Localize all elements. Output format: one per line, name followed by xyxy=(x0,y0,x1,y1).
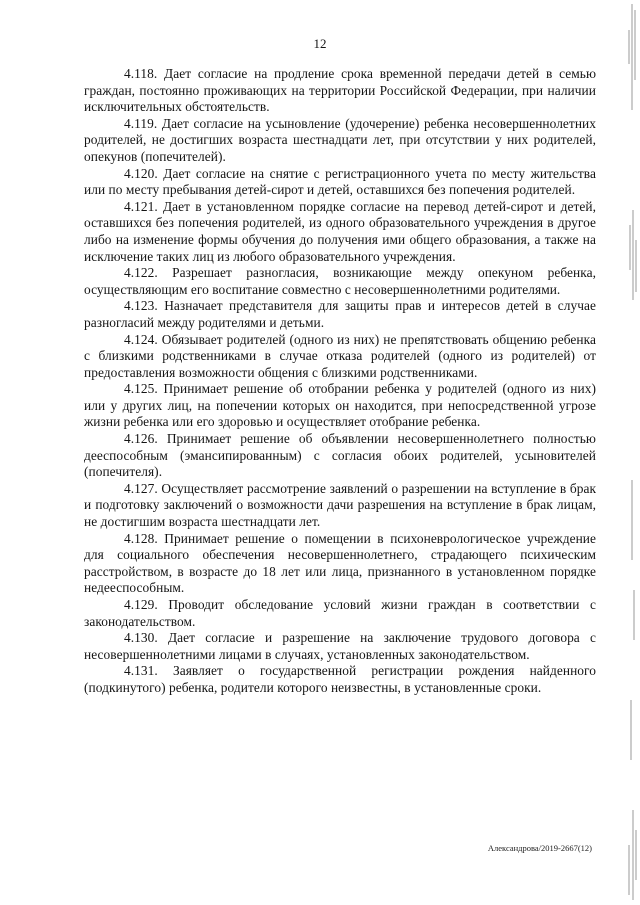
body-text xyxy=(84,66,596,697)
paragraph-4-131: 4.131. Заявляет о государственной регистрации рождения найденного (подкинутого) ребенка, родители которого неизвестны, в установленные сроки. xyxy=(84,663,596,695)
paragraph-4-129: 4.129. Проводит обследование условий жизни граждан в соответствии с законодательством. xyxy=(84,597,596,629)
paragraph-4-128: 4.128. Принимает решение о помещении в психоневрологическое учреждение для социального обеспечения несовершеннолетнего, страдающего психическим расстройством, в возрасте до 18 лет или лица, признанного в установленном порядке недееспособным. xyxy=(84,530,596,596)
paragraph-4-126: 4.126. Принимает решение об объявлении несовершеннолетнего полностью дееспособным (эмансипированным) с согласия обоих родителей, усыновителей (попечителя). xyxy=(84,431,596,480)
paragraph-4-130: 4.130. Дает согласие и разрешение на заключение трудового договора с несовершеннолетними лицами в случаях, установленных законодательством. xyxy=(84,630,596,662)
paragraph-4-123: 4.123. Назначает представителя для защиты прав и интересов детей в случае разногласий между родителями и детьми. xyxy=(84,298,596,330)
paragraph-4-124: 4.124. Обязывает родителей (одного из них) не препятствовать общению ребенка с близкими родственниками в случае отказа родителей (одного из родителей) от предоставления возможности общения с близкими родственниками. xyxy=(84,331,596,380)
paragraph-4-118: 4.118. Дает согласие на продление срока временной передачи детей в семью граждан, постоянно проживающих на территории Российской Федерации, при наличии исключительных обстоятельств. xyxy=(84,66,596,115)
paragraph-4-127: 4.127. Осуществляет рассмотрение заявлений о разрешении на вступление в брак и подготовку заключений о возможности дачи разрешения на вступление в брак лицам, не достигшим возраста шестнадцати лет. xyxy=(84,480,596,530)
document-code-footer: Александрова/2019-2667(12) xyxy=(487,843,592,853)
scan-edge-artifact xyxy=(618,0,640,905)
paragraph-4-122: 4.122. Разрешает разногласия, возникающие между опекуном ребенка, осуществляющим его воспитание совместно с несовершеннолетними родителями. xyxy=(84,265,596,297)
page-number: 12 xyxy=(313,36,327,51)
paragraph-4-121: 4.121. Дает в установленном порядке согласие на перевод детей-сирот и детей, оставшихся без попечения родителей, из одного образовательного учреждения в другое либо на изменение формы обучения до получения ими общего образования, а также на исключение таких лиц из любого образовательного учреждения. xyxy=(84,198,596,264)
paragraph-4-120: 4.120. Дает согласие на снятие с регистрационного учета по месту жительства или по месту пребывания детей-сирот и детей, оставшихся без попечения родителей. xyxy=(84,165,596,198)
paragraph-4-125: 4.125. Принимает решение об отобрании ребенка у родителей (одного из них) или у других лиц, на попечении которых он находится, при непосредственной угрозе жизни ребенка или его здоровью и осуществляет отобрание ребенка. xyxy=(84,381,596,430)
paragraph-4-119: 4.119. Дает согласие на усыновление (удочерение) ребенка несовершеннолетних родителей, не достигших возраста шестнадцати лет, при отсутствии у них родителей, опекунов (попечителей). xyxy=(84,115,596,164)
